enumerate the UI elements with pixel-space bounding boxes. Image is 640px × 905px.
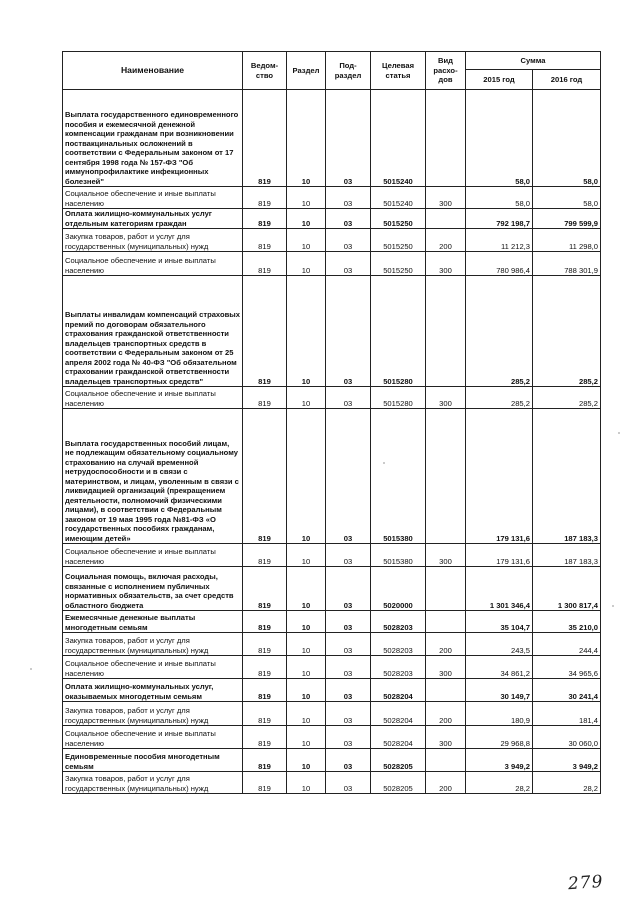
- sum-2016-cell: 30 241,4: [533, 679, 601, 702]
- table-row: [63, 90, 601, 187]
- razdel-cell: 10: [287, 633, 326, 656]
- vedomstvo-cell: 819: [243, 679, 287, 702]
- sum-2016-cell: 34 965,6: [533, 656, 601, 679]
- table-row: [63, 633, 601, 656]
- header-year-2016: 2016 год: [533, 70, 601, 90]
- sum-2015-cell: 285,2: [466, 276, 533, 387]
- budget-table: [62, 51, 601, 794]
- razdel-cell: 10: [287, 749, 326, 772]
- razdel-cell: 10: [287, 229, 326, 252]
- table-row: [63, 229, 601, 252]
- table-row: [63, 544, 601, 567]
- tselevaya-cell: 5028205: [371, 749, 426, 772]
- table-row: [63, 409, 601, 544]
- vedomstvo-cell: 819: [243, 90, 287, 187]
- table-row: [63, 726, 601, 749]
- header-podrazdel: Под-раздел: [326, 52, 371, 90]
- name-cell: Социальное обеспечение и иные выплаты населению: [63, 726, 243, 749]
- razdel-cell: 10: [287, 387, 326, 409]
- vid-cell: [426, 567, 466, 611]
- podrazdel-cell: 03: [326, 252, 371, 276]
- podrazdel-cell: 03: [326, 611, 371, 633]
- tselevaya-cell: 5015240: [371, 90, 426, 187]
- name-cell: Закупка товаров, работ и услуг для государственных (муниципальных) нужд: [63, 633, 243, 656]
- tselevaya-cell: 5028204: [371, 679, 426, 702]
- tselevaya-cell: 5015280: [371, 276, 426, 387]
- name-cell: Социальное обеспечение и иные выплаты населению: [63, 656, 243, 679]
- razdel-cell: 10: [287, 544, 326, 567]
- razdel-cell: 10: [287, 772, 326, 794]
- header-razdel: Раздел: [287, 52, 326, 90]
- razdel-cell: 10: [287, 726, 326, 749]
- sum-2015-cell: 179 131,6: [466, 409, 533, 544]
- name-cell: Закупка товаров, работ и услуг для государственных (муниципальных) нужд: [63, 702, 243, 726]
- header-summa: Сумма: [466, 52, 601, 70]
- sum-2016-cell: 30 060,0: [533, 726, 601, 749]
- sum-2015-cell: 30 149,7: [466, 679, 533, 702]
- name-cell: Выплаты инвалидам компенсаций страховых премий по договорам обязательного страхования гражданской ответственности владельцев транспортных средств в соответствии с Федеральным законом от 25 апреля 2002 года № 40-ФЗ "Об обязательном страховании гражданской ответственности владельцев транспортных средств": [63, 276, 243, 387]
- vid-cell: [426, 611, 466, 633]
- tselevaya-cell: 5015380: [371, 544, 426, 567]
- tselevaya-cell: 5028203: [371, 611, 426, 633]
- name-cell: Выплата государственного единовременного пособия и ежемесячной денежной компенсации гражданам при возникновении поствакцинальных осложнений в соответствии с Федеральным законом от 17 сентября 1998 года № 157-ФЗ "Об иммунопрофилактике инфекционных болезней": [63, 90, 243, 187]
- sum-2015-cell: 1 301 346,4: [466, 567, 533, 611]
- table-row: [63, 702, 601, 726]
- sum-2016-cell: 788 301,9: [533, 252, 601, 276]
- razdel-cell: 10: [287, 656, 326, 679]
- sum-2016-cell: 244,4: [533, 633, 601, 656]
- vid-cell: 200: [426, 633, 466, 656]
- table-row: [63, 252, 601, 276]
- vid-cell: 200: [426, 229, 466, 252]
- sum-2015-cell: 34 861,2: [466, 656, 533, 679]
- tselevaya-cell: 5028204: [371, 726, 426, 749]
- vedomstvo-cell: 819: [243, 702, 287, 726]
- vedomstvo-cell: 819: [243, 544, 287, 567]
- vid-cell: [426, 679, 466, 702]
- razdel-cell: 10: [287, 90, 326, 187]
- podrazdel-cell: 03: [326, 90, 371, 187]
- vedomstvo-cell: 819: [243, 656, 287, 679]
- name-cell: Выплата государственных пособий лицам, не подлежащим обязательному социальному страхованию на случай временной нетрудоспособности и в связи с материнством, и лицам, уволенным в связи с ликвидацией организаций (прекращением деятельности, полномочий физическими лицами), в соответствии с Федеральным законом от 19 мая 1995 года №81-ФЗ «О государственных пособиях гражданам, имеющим детей»: [63, 409, 243, 544]
- podrazdel-cell: 03: [326, 276, 371, 387]
- podrazdel-cell: 03: [326, 679, 371, 702]
- vedomstvo-cell: 819: [243, 633, 287, 656]
- sum-2016-cell: 187 183,3: [533, 409, 601, 544]
- header-vedomstvo: Ведом-ство: [243, 52, 287, 90]
- razdel-cell: 10: [287, 187, 326, 209]
- sum-2015-cell: 28,2: [466, 772, 533, 794]
- sum-2016-cell: 28,2: [533, 772, 601, 794]
- table-body: [63, 90, 601, 794]
- vid-cell: 300: [426, 187, 466, 209]
- podrazdel-cell: 03: [326, 229, 371, 252]
- header-name: Наименование: [63, 52, 243, 90]
- sum-2016-cell: 285,2: [533, 387, 601, 409]
- table-row: [63, 772, 601, 794]
- sum-2016-cell: 799 599,9: [533, 209, 601, 229]
- razdel-cell: 10: [287, 209, 326, 229]
- podrazdel-cell: 03: [326, 209, 371, 229]
- sum-2015-cell: 285,2: [466, 387, 533, 409]
- sum-2015-cell: 780 986,4: [466, 252, 533, 276]
- tselevaya-cell: 5028205: [371, 772, 426, 794]
- table-row: [63, 387, 601, 409]
- vid-cell: 300: [426, 656, 466, 679]
- vid-cell: 200: [426, 772, 466, 794]
- tselevaya-cell: 5015240: [371, 187, 426, 209]
- table-row: [63, 749, 601, 772]
- podrazdel-cell: 03: [326, 656, 371, 679]
- vedomstvo-cell: 819: [243, 749, 287, 772]
- sum-2015-cell: 179 131,6: [466, 544, 533, 567]
- sum-2015-cell: 58,0: [466, 90, 533, 187]
- sum-2015-cell: 11 212,3: [466, 229, 533, 252]
- name-cell: Социальное обеспечение и иные выплаты населению: [63, 544, 243, 567]
- vid-cell: 300: [426, 544, 466, 567]
- vedomstvo-cell: 819: [243, 772, 287, 794]
- tselevaya-cell: 5015250: [371, 252, 426, 276]
- podrazdel-cell: 03: [326, 409, 371, 544]
- vid-cell: [426, 209, 466, 229]
- name-cell: Социальное обеспечение и иные выплаты населению: [63, 187, 243, 209]
- table-row: [63, 567, 601, 611]
- name-cell: Оплата жилищно-коммунальных услуг отдельным категориям граждан: [63, 209, 243, 229]
- vid-cell: [426, 276, 466, 387]
- razdel-cell: 10: [287, 276, 326, 387]
- sum-2016-cell: 58,0: [533, 187, 601, 209]
- sum-2015-cell: 243,5: [466, 633, 533, 656]
- header-tselevaya-statya: Целевая статья: [371, 52, 426, 90]
- vedomstvo-cell: 819: [243, 187, 287, 209]
- tselevaya-cell: 5015280: [371, 387, 426, 409]
- sum-2015-cell: 180,9: [466, 702, 533, 726]
- razdel-cell: 10: [287, 252, 326, 276]
- podrazdel-cell: 03: [326, 633, 371, 656]
- podrazdel-cell: 03: [326, 544, 371, 567]
- name-cell: Оплата жилищно-коммунальных услуг, оказываемых многодетным семьям: [63, 679, 243, 702]
- sum-2016-cell: 187 183,3: [533, 544, 601, 567]
- sum-2015-cell: 3 949,2: [466, 749, 533, 772]
- table-row: [63, 611, 601, 633]
- sum-2016-cell: 11 298,0: [533, 229, 601, 252]
- podrazdel-cell: 03: [326, 702, 371, 726]
- page-number: 279: [567, 871, 605, 895]
- razdel-cell: 10: [287, 679, 326, 702]
- vid-cell: [426, 749, 466, 772]
- sum-2016-cell: 1 300 817,4: [533, 567, 601, 611]
- table-row: [63, 656, 601, 679]
- razdel-cell: 10: [287, 567, 326, 611]
- vid-cell: 200: [426, 702, 466, 726]
- table-row: [63, 679, 601, 702]
- podrazdel-cell: 03: [326, 749, 371, 772]
- sum-2016-cell: 285,2: [533, 276, 601, 387]
- table-row: [63, 209, 601, 229]
- vid-cell: [426, 90, 466, 187]
- vedomstvo-cell: 819: [243, 567, 287, 611]
- sum-2015-cell: 35 104,7: [466, 611, 533, 633]
- name-cell: Закупка товаров, работ и услуг для государственных (муниципальных) нужд: [63, 229, 243, 252]
- podrazdel-cell: 03: [326, 187, 371, 209]
- vid-cell: 300: [426, 726, 466, 749]
- tselevaya-cell: 5015380: [371, 409, 426, 544]
- razdel-cell: 10: [287, 702, 326, 726]
- table-header: [63, 52, 601, 90]
- table-row: [63, 276, 601, 387]
- vedomstvo-cell: 819: [243, 276, 287, 387]
- tselevaya-cell: 5028204: [371, 702, 426, 726]
- vedomstvo-cell: 819: [243, 229, 287, 252]
- name-cell: Ежемесячные денежные выплаты многодетным семьям: [63, 611, 243, 633]
- tselevaya-cell: 5015250: [371, 209, 426, 229]
- name-cell: Социальное обеспечение и иные выплаты населению: [63, 252, 243, 276]
- vid-cell: 300: [426, 387, 466, 409]
- vedomstvo-cell: 819: [243, 409, 287, 544]
- header-year-2015: 2015 год: [466, 70, 533, 90]
- vedomstvo-cell: 819: [243, 726, 287, 749]
- name-cell: Единовременные пособия многодетным семьям: [63, 749, 243, 772]
- vedomstvo-cell: 819: [243, 387, 287, 409]
- vedomstvo-cell: 819: [243, 252, 287, 276]
- razdel-cell: 10: [287, 611, 326, 633]
- sum-2016-cell: 181,4: [533, 702, 601, 726]
- podrazdel-cell: 03: [326, 726, 371, 749]
- sum-2015-cell: 58,0: [466, 187, 533, 209]
- podrazdel-cell: 03: [326, 772, 371, 794]
- tselevaya-cell: 5028203: [371, 633, 426, 656]
- sum-2016-cell: 3 949,2: [533, 749, 601, 772]
- tselevaya-cell: 5020000: [371, 567, 426, 611]
- vedomstvo-cell: 819: [243, 209, 287, 229]
- name-cell: Социальное обеспечение и иные выплаты населению: [63, 387, 243, 409]
- sum-2015-cell: 29 968,8: [466, 726, 533, 749]
- sum-2015-cell: 792 198,7: [466, 209, 533, 229]
- table-row: [63, 187, 601, 209]
- vid-cell: 300: [426, 252, 466, 276]
- vid-cell: [426, 409, 466, 544]
- name-cell: Закупка товаров, работ и услуг для государственных (муниципальных) нужд: [63, 772, 243, 794]
- podrazdel-cell: 03: [326, 387, 371, 409]
- podrazdel-cell: 03: [326, 567, 371, 611]
- name-cell: Социальная помощь, включая расходы, связанные с исполнением публичных нормативных обязательств, за счет средств областного бюджета: [63, 567, 243, 611]
- tselevaya-cell: 5028203: [371, 656, 426, 679]
- sum-2016-cell: 58,0: [533, 90, 601, 187]
- razdel-cell: 10: [287, 409, 326, 544]
- sum-2016-cell: 35 210,0: [533, 611, 601, 633]
- header-vid-raskhodov: Вид расхо-дов: [426, 52, 466, 90]
- vedomstvo-cell: 819: [243, 611, 287, 633]
- tselevaya-cell: 5015250: [371, 229, 426, 252]
